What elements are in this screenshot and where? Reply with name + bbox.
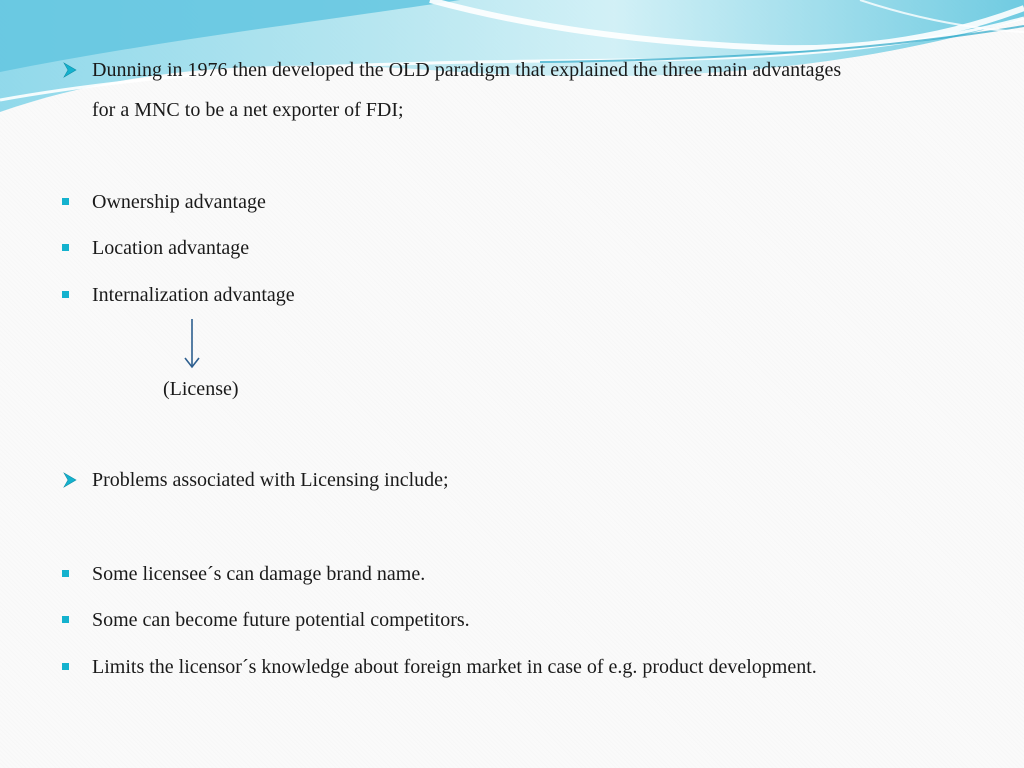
advantage-label: Location advantage — [92, 237, 250, 259]
advantage-label: Ownership advantage — [92, 191, 266, 213]
square-bullet-icon — [62, 616, 69, 623]
square-bullet-icon — [62, 198, 69, 205]
problem-label: Limits the licensor´s knowledge about foreign market in case of e.g. product development. — [92, 656, 817, 678]
square-bullet-icon — [62, 244, 69, 251]
license-note: (License) — [163, 378, 239, 400]
square-bullet-icon — [62, 291, 69, 298]
intro-text-line-1: Dunning in 1976 then developed the OLD paradigm that explained the three main advantages — [92, 59, 842, 81]
problem-label: Some can become future potential competitors. — [92, 609, 470, 631]
arrowhead-bullet-icon — [62, 60, 78, 80]
down-arrow-icon — [180, 318, 204, 370]
square-bullet-icon — [62, 663, 69, 670]
problems-heading: Problems associated with Licensing include; — [92, 469, 449, 491]
advantage-label: Internalization advantage — [92, 284, 295, 306]
problem-label: Some licensee´s can damage brand name. — [92, 563, 426, 585]
arrowhead-bullet-icon — [62, 470, 78, 490]
square-bullet-icon — [62, 570, 69, 577]
intro-text-line-2: for a MNC to be a net exporter of FDI; — [92, 99, 404, 121]
